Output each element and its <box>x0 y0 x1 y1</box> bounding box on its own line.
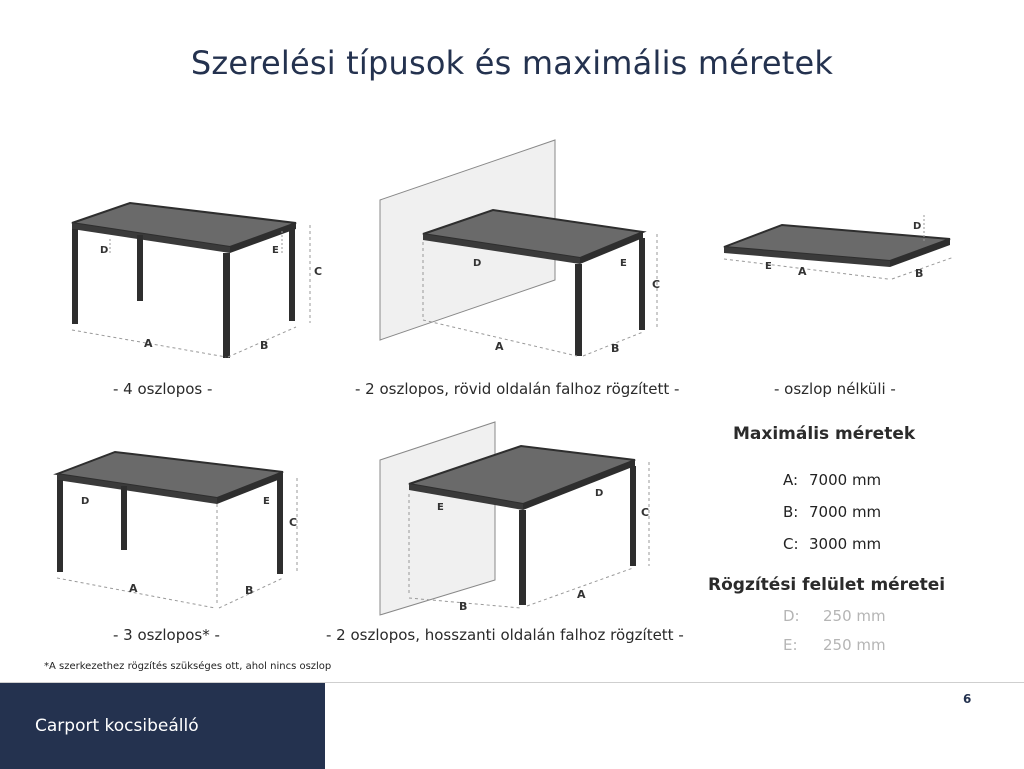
dim-label-b: B <box>459 600 468 613</box>
three-post-carport-illustration <box>45 440 320 620</box>
dim-label-d: D <box>473 258 482 269</box>
footer-label: Carport kocsibeálló <box>35 716 199 736</box>
dim-label-c: C <box>641 506 650 519</box>
dim-label-e: E <box>765 261 772 272</box>
dim-label-a: A <box>129 582 138 595</box>
caption-four-post: - 4 oszlopos - <box>113 380 213 398</box>
dimension-key: A: <box>783 471 799 489</box>
page-title: Szerelési típusok és maximális méretek <box>190 44 834 82</box>
max-dimension-row <box>783 503 881 521</box>
max-dimensions-heading: Maximális méretek <box>733 424 916 444</box>
footnote: *A szerkezethez rögzítés szükséges ott, ahol nincs oszlop <box>44 661 332 672</box>
wall-short-side-carport-illustration <box>375 138 675 363</box>
page-number: 6 <box>963 692 972 706</box>
dim-label-e: E <box>620 258 627 269</box>
dim-label-b: B <box>915 267 924 280</box>
dimension-value: 250 mm <box>823 636 886 654</box>
dimension-key: E: <box>783 636 798 654</box>
dim-label-a: A <box>144 337 153 350</box>
dim-label-d: D <box>81 496 90 507</box>
caption-wall-long: - 2 oszlopos, hosszanti oldalán falhoz rögzített - <box>326 626 684 644</box>
dimension-value: 3000 mm <box>809 535 882 553</box>
max-dimension-row <box>783 535 881 553</box>
dim-label-c: C <box>314 265 323 278</box>
dimension-value: 7000 mm <box>809 503 882 521</box>
dim-label-c: C <box>289 516 298 529</box>
dim-label-b: B <box>611 342 620 355</box>
wall-long-side-carport-illustration <box>375 410 675 625</box>
dim-label-e: E <box>437 502 444 513</box>
dim-label-c: C <box>652 278 661 291</box>
dim-label-a: A <box>577 588 586 601</box>
caption-three-post: - 3 oszlopos* - <box>113 626 220 644</box>
dimension-key: C: <box>783 535 799 553</box>
dim-label-a: A <box>495 340 504 353</box>
mount-dimension-row <box>783 607 886 625</box>
dimension-value: 7000 mm <box>809 471 882 489</box>
dim-label-d: D <box>100 245 109 256</box>
caption-no-post: - oszlop nélküli - <box>774 380 896 398</box>
dimension-key: D: <box>783 607 800 625</box>
dim-label-b: B <box>260 339 269 352</box>
dim-label-b: B <box>245 584 254 597</box>
four-post-carport-illustration <box>60 195 340 370</box>
dimension-key: B: <box>783 503 799 521</box>
mount-dimension-row <box>783 636 886 654</box>
dim-label-a: A <box>798 265 807 278</box>
no-post-carport-illustration <box>710 205 970 300</box>
dim-label-e: E <box>272 245 279 256</box>
max-dimension-row <box>783 471 881 489</box>
mount-dimensions-heading: Rögzítési felület méretei <box>708 575 946 595</box>
dim-label-e: E <box>263 496 270 507</box>
dim-label-d: D <box>595 488 604 499</box>
dim-label-d: D <box>913 221 922 232</box>
dimension-value: 250 mm <box>823 607 886 625</box>
caption-wall-short: - 2 oszlopos, rövid oldalán falhoz rögzített - <box>355 380 680 398</box>
